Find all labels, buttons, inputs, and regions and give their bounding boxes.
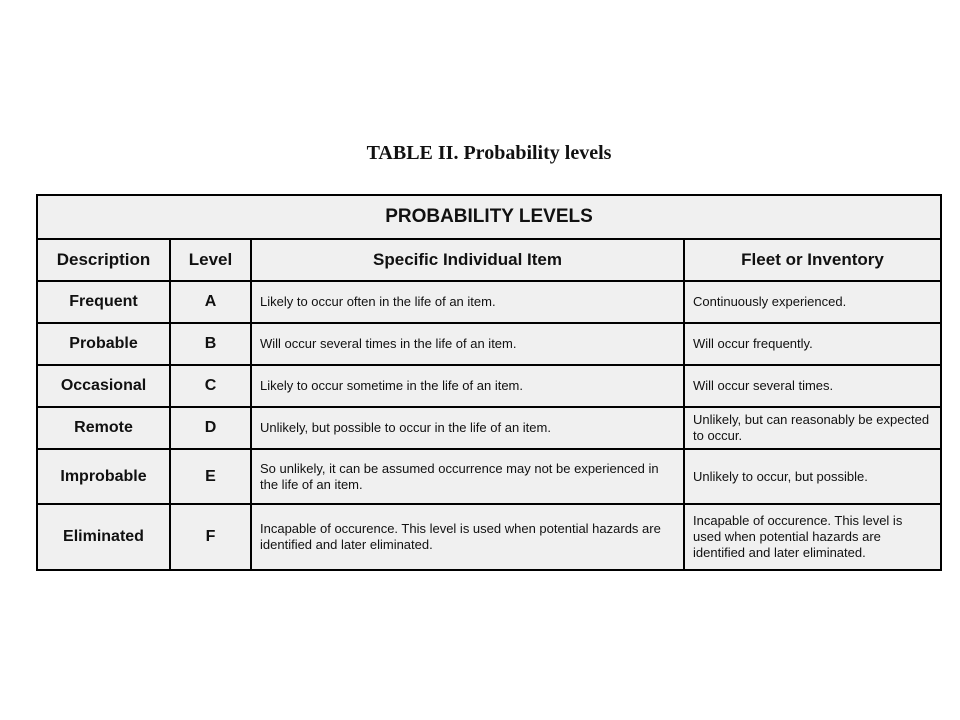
row-fleet-inventory: Will occur frequently. [684, 323, 941, 365]
header-specific-item: Specific Individual Item [251, 239, 684, 281]
table-row [37, 449, 941, 504]
table-row [37, 407, 941, 449]
table-banner: PROBABILITY LEVELS [37, 195, 941, 239]
row-fleet-inventory: Unlikely, but can reasonably be expected to occur. [684, 407, 941, 449]
row-description: Eliminated [37, 504, 170, 570]
header-fleet-inventory: Fleet or Inventory [684, 239, 941, 281]
row-level: B [170, 323, 251, 365]
row-fleet-inventory: Incapable of occurence. This level is used when potential hazards are identified and later eliminated. [684, 504, 941, 570]
table-banner-row [37, 195, 941, 239]
header-level: Level [170, 239, 251, 281]
row-specific-item: Unlikely, but possible to occur in the life of an item. [251, 407, 684, 449]
table-row [37, 323, 941, 365]
row-description: Frequent [37, 281, 170, 323]
table-row [37, 365, 941, 407]
row-description: Probable [37, 323, 170, 365]
row-description: Remote [37, 407, 170, 449]
row-level: C [170, 365, 251, 407]
table-row [37, 504, 941, 570]
row-level: F [170, 504, 251, 570]
table-row [37, 281, 941, 323]
probability-levels-table [36, 194, 942, 571]
row-level: E [170, 449, 251, 504]
header-description: Description [37, 239, 170, 281]
table-caption: TABLE II. Probability levels [366, 142, 612, 164]
row-description: Occasional [37, 365, 170, 407]
row-specific-item: Incapable of occurence. This level is used when potential hazards are identified and later eliminated. [251, 504, 684, 570]
row-specific-item: So unlikely, it can be assumed occurrence may not be experienced in the life of an item. [251, 449, 684, 504]
row-specific-item: Likely to occur often in the life of an item. [251, 281, 684, 323]
row-specific-item: Will occur several times in the life of an item. [251, 323, 684, 365]
row-level: D [170, 407, 251, 449]
row-description: Improbable [37, 449, 170, 504]
row-fleet-inventory: Will occur several times. [684, 365, 941, 407]
row-specific-item: Likely to occur sometime in the life of an item. [251, 365, 684, 407]
row-level: A [170, 281, 251, 323]
row-fleet-inventory: Continuously experienced. [684, 281, 941, 323]
row-fleet-inventory: Unlikely to occur, but possible. [684, 449, 941, 504]
header-row [37, 239, 941, 281]
